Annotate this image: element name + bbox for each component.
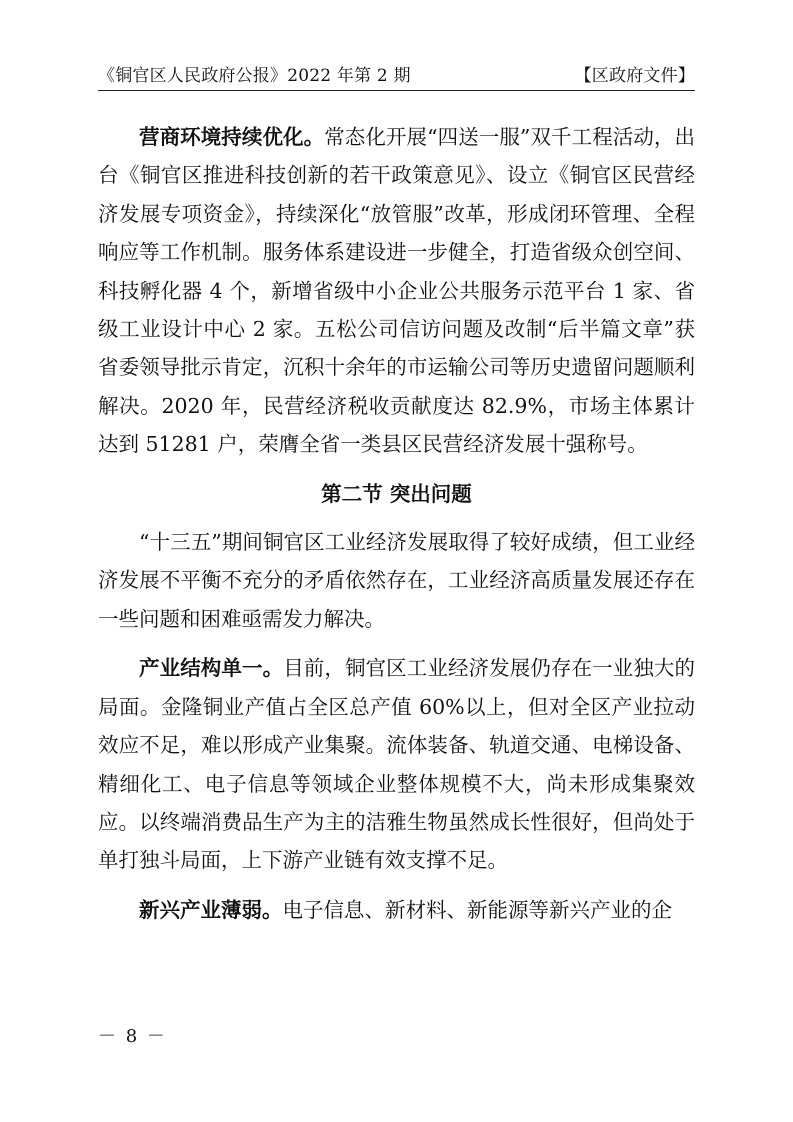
paragraph-industry-structure xyxy=(98,649,695,879)
paragraph-text: 电子信息、新材料、新能源等新兴产业的企 xyxy=(282,897,672,922)
paragraph-text: “十三五”期间铜官区工业经济发展取得了较好成绩，但工业经济发展不平衡不充分的矛盾依然存在，工业经济高质量发展还存在一些问题和困难亟需发力解决。 xyxy=(98,530,695,631)
paragraph-business-environment xyxy=(98,118,695,464)
paragraph-text: 目前，铜官区工业经济发展仍存在一业独大的局面。金隆铜业产值占全区总产值 60%以上，但对全区产业拉动效应不足，难以形成产业集聚。流体装备、轨道交通、电梯设备、精细化工、电子信息等领域企业整体规模不大，尚未形成集聚效应。以终端消费品生产为主的洁雅生物虽然成长性很好，但尚处于单打独斗局面，上下游产业链有效支撑不足。 xyxy=(98,656,696,873)
section-label: 【区政府文件】 xyxy=(574,66,695,86)
paragraph-intro xyxy=(98,523,695,638)
header-divider xyxy=(98,90,695,91)
paragraph-emerging-industries xyxy=(98,891,695,929)
paragraph-lead: 产业结构单一。 xyxy=(139,656,284,681)
paragraph-text: 常态化开展“四送一服”双千工程活动，出台《铜官区推进科技创新的若干政策意见》、设立《铜官区民营经济发展专项资金》，持续深化“放管服”改革，形成闭环管理、全程响应等工作机制。服务体系建设进一步健全，打造省级众创空间、科技孵化器 4 个，新增省级中小企业公共服务示范平台 1 家、省级工业设计中心 2 家。五松公司信访问题及改制“后半篇文章”获省委领导批示肯定，沉积十余年的市运输公司等历史遗留问题顺利解决。2020 年，民营经济税收贡献度达 82.9%，市场主体累计达到 51281 户，荣膺全省一类县区民营经济发展十强称号。 xyxy=(98,125,696,457)
paragraph-lead: 营商环境持续优化。 xyxy=(139,125,325,149)
publication-title: 《铜官区人民政府公报》2022 年第 2 期 xyxy=(98,66,411,86)
paragraph-lead: 新兴产业薄弱。 xyxy=(139,897,283,922)
document-body xyxy=(98,118,695,940)
section-title: 第二节 突出问题 xyxy=(321,481,472,506)
page-header xyxy=(98,60,695,86)
page-number: － 8 － xyxy=(98,1026,167,1047)
